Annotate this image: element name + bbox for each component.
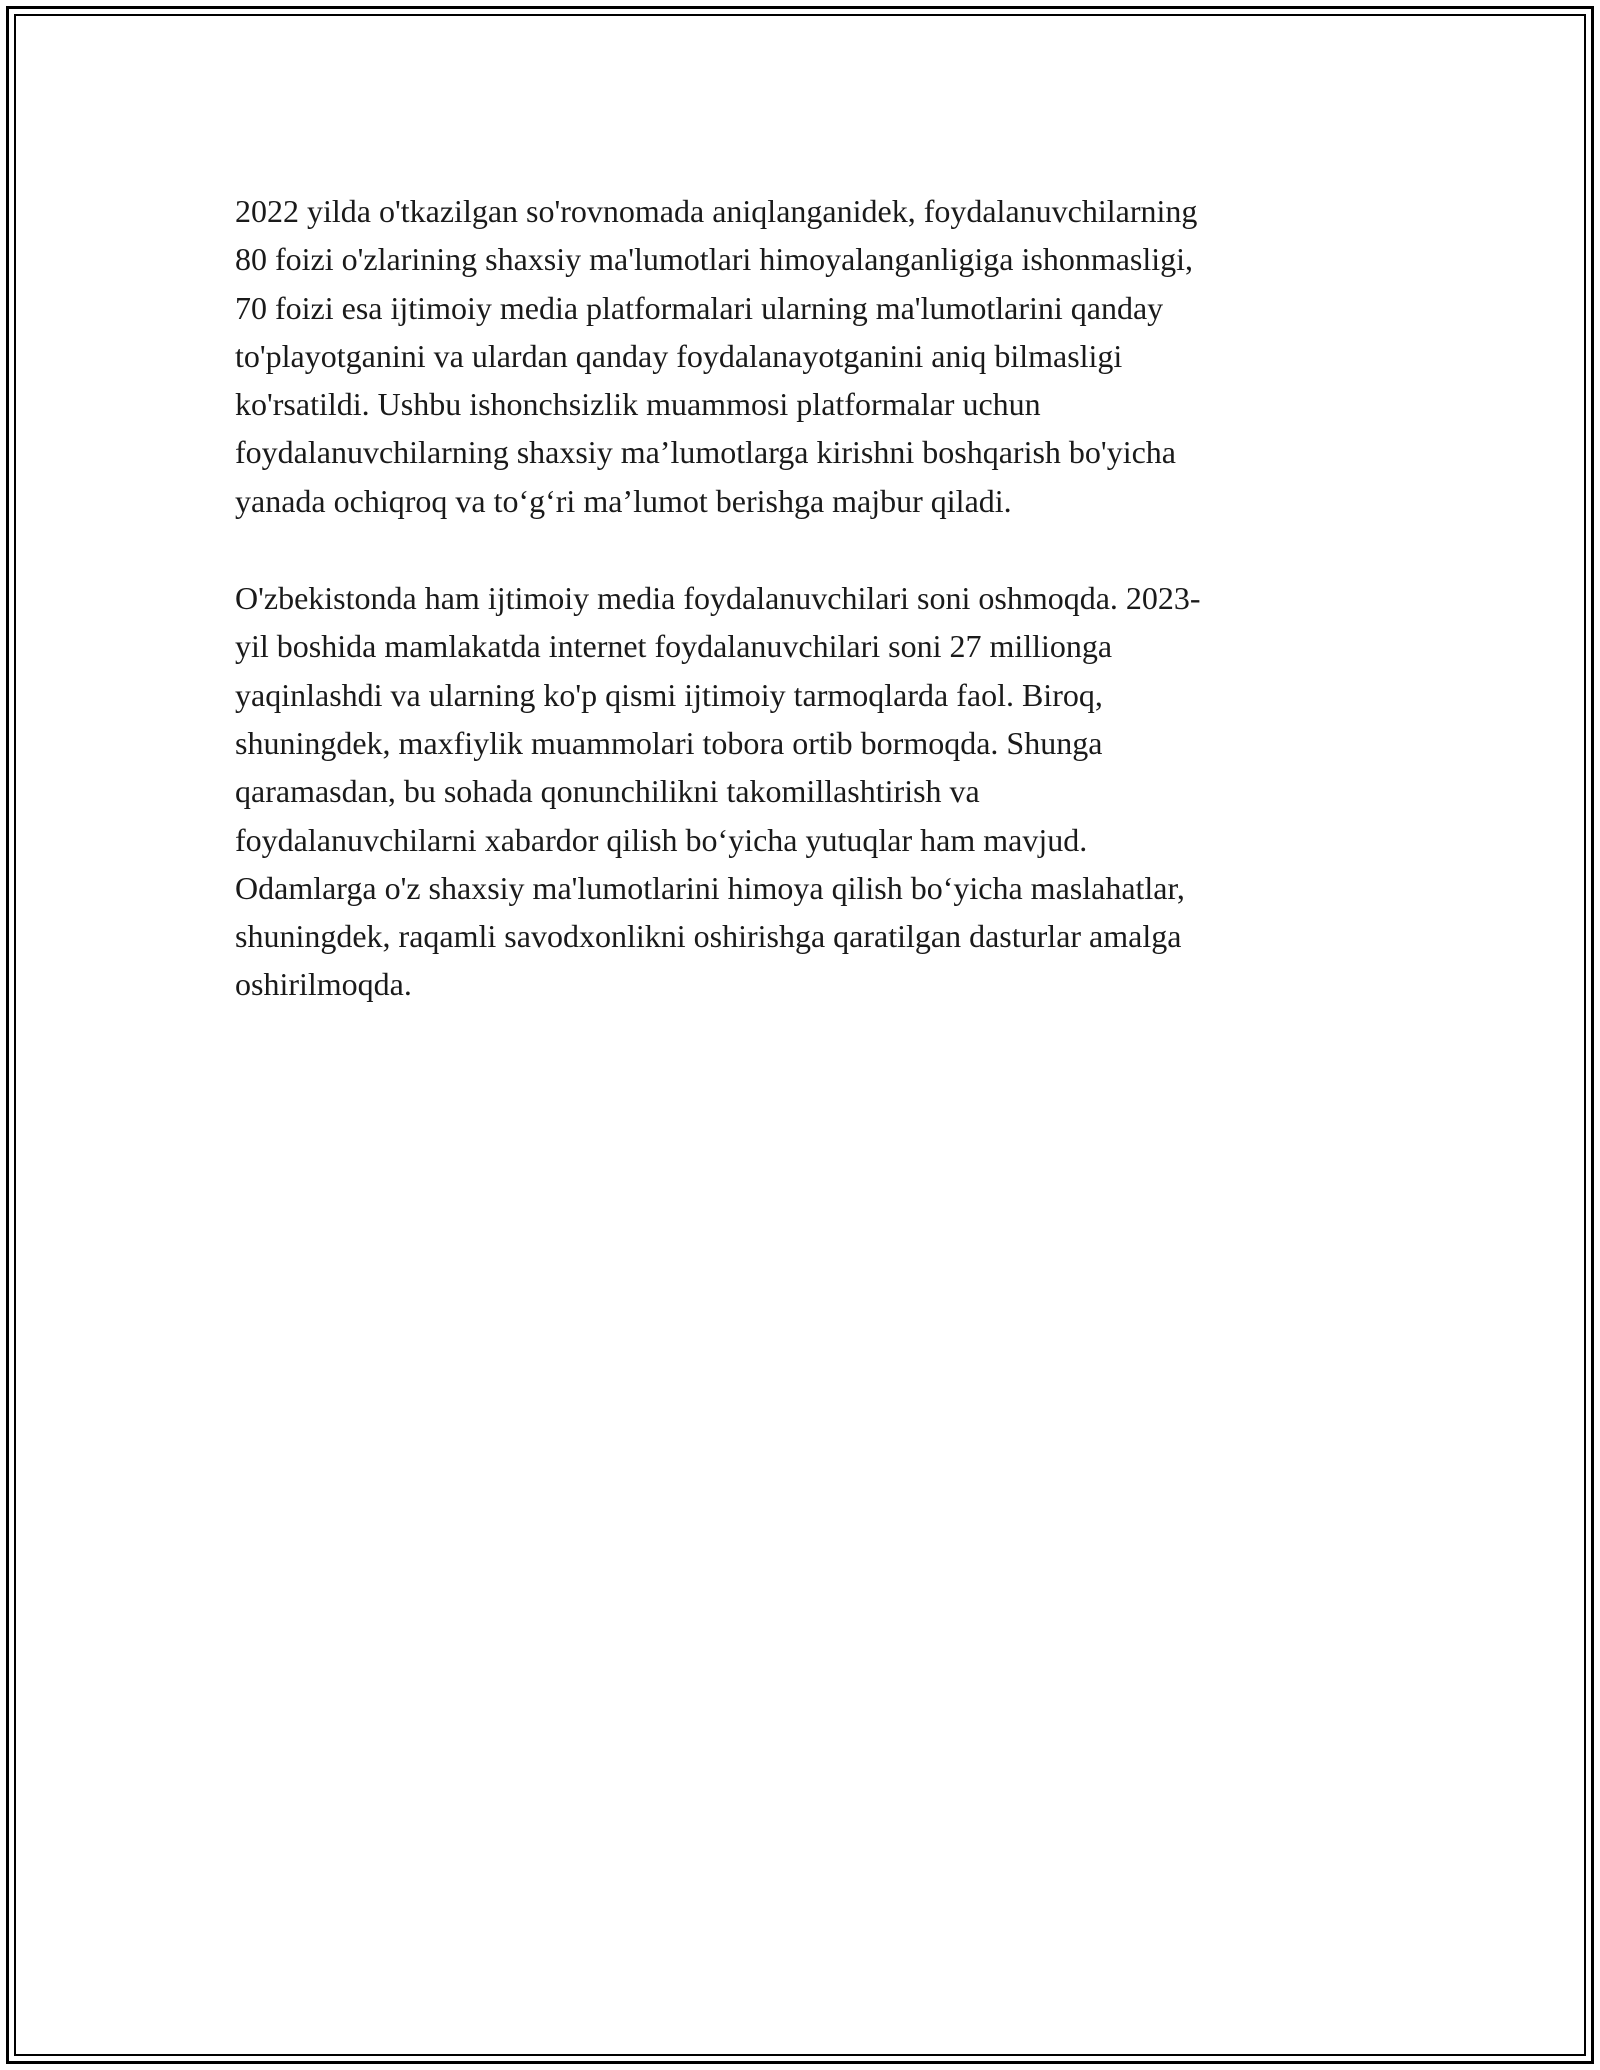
- document-body: [235, 187, 1355, 1058]
- paragraph-uzbekistan: O'zbekistonda ham ijtimoiy media foydalanuvchilari soni oshmoqda. 2023- yil boshida mamlakatda internet foydalanuvchilari soni 27 millionga yaqinlashdi va ularning ko'p qismi ijtimoiy tarmoqlarda faol. Biroq, shuningdek, maxfiylik muammolari tobora ortib bormoqda. Shunga qaramasdan, bu sohada qonunchilikni takomillashtirish va foydalanuvchilarni xabardor qilish bo‘yicha yutuqlar ham mavjud. Odamlarga o'z shaxsiy ma'lumotlarini himoya qilish bo‘yicha maslahatlar, shuningdek, raqamli savodxonlikni oshirishga qaratilgan dasturlar amalga oshirilmoqda.: [235, 580, 1201, 1003]
- paragraph-survey: 2022 yilda o'tkazilgan so'rovnomada aniqlanganidek, foydalanuvchilarning 80 foizi o'zlarining shaxsiy ma'lumotlari himoyalanganligiga ishonmasligi, 70 foizi esa ijtimoiy media platformalari ularning ma'lumotlarini qanday to'playotganini va ulardan qanday foydalanayotganini aniq bilmasligi ko'rsatildi. Ushbu ishonchsizlik muammosi platformalar uchun foydalanuvchilarning shaxsiy ma’lumotlarga kirishni boshqarish bo'yicha yanada ochiqroq va to‘g‘ri ma’lumot berishga majbur qiladi.: [235, 193, 1198, 519]
